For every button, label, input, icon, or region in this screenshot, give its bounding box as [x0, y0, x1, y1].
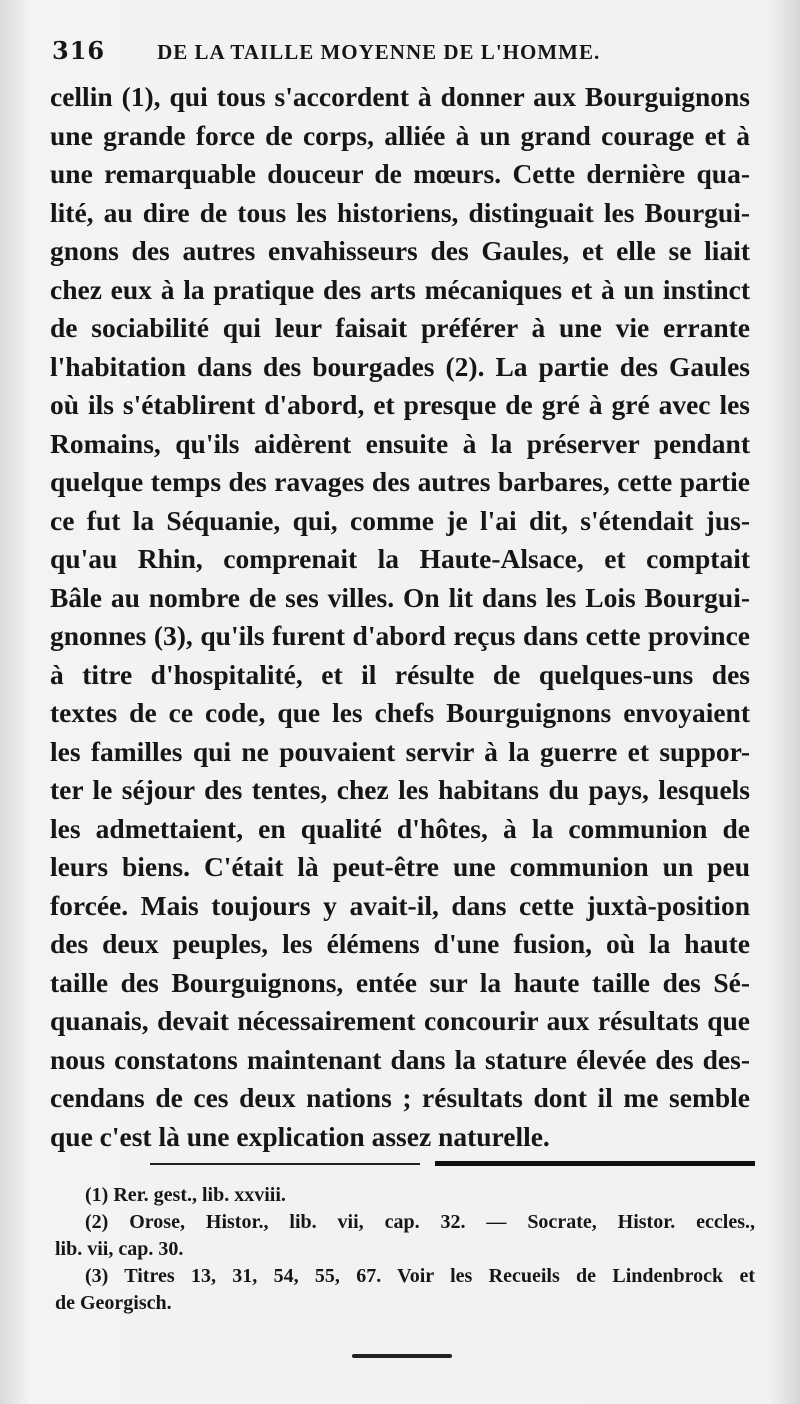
footnote-3: (3) Titres 13, 31, 54, 55, 67. Voir les Recueils de Lindenbrock et: [85, 1265, 755, 1287]
text-line: les familles qui ne pouvaient servir à la guerre et suppor-: [50, 735, 750, 767]
text-line: lité, au dire de tous les historiens, distinguait les Bourgui-: [50, 196, 750, 228]
text-line: une grande force de corps, alliée à un grand courage et à: [50, 119, 750, 151]
main-text: [50, 78, 750, 1156]
page-header: [52, 36, 740, 76]
text-line: taille des Bourguignons, entée sur la haute taille des Sé-: [50, 966, 750, 998]
footnote-separator: [150, 1157, 755, 1169]
separator-thick-rule: [435, 1161, 755, 1166]
footnotes: [55, 1182, 755, 1317]
text-line: qu'au Rhin, comprenait la Haute-Alsace, et comptait: [50, 543, 750, 574]
footnote-3-continued: de Georgisch.: [55, 1292, 172, 1314]
text-line: leurs biens. C'était là peut-être une communion un peu: [50, 851, 750, 882]
text-line: gnonnes (3), qu'ils furent d'abord reçus dans cette province: [50, 620, 750, 651]
text-line: forcée. Mais toujours y avait-il, dans cette juxtà-position: [50, 889, 750, 921]
text-line: quanais, devait nécessairement concourir aux résultats que: [50, 1005, 750, 1036]
text-line: les admettaient, en qualité d'hôtes, à la communion de: [50, 812, 750, 844]
text-line: textes de ce code, que les chefs Bourguignons envoyaient: [50, 697, 750, 728]
text-line-last: que c'est là une explication assez naturelle.: [50, 1120, 550, 1152]
text-line: de sociabilité qui leur faisait préférer à une vie errante: [50, 312, 750, 343]
footnote-1: (1) Rer. gest., lib. xxviii.: [85, 1184, 286, 1206]
text-line: ce fut la Séquanie, qui, comme je l'ai dit, s'étendait jus-: [50, 504, 750, 536]
text-line: chez eux à la pratique des arts mécaniques et à un instinct: [50, 273, 750, 305]
text-line: nous constatons maintenant dans la stature élevée des des-: [50, 1043, 750, 1075]
footnote-2: (2) Orose, Histor., lib. vii, cap. 32. — Socrate, Histor. eccles.,: [85, 1211, 755, 1233]
text-line: une remarquable douceur de mœurs. Cette dernière qua-: [50, 158, 750, 189]
text-line: gnons des autres envahisseurs des Gaules, et elle se liait: [50, 235, 750, 266]
footnote-2-continued: lib. vii, cap. 30.: [55, 1238, 184, 1260]
text-line: l'habitation dans des bourgades (2). La partie des Gaules: [50, 350, 750, 382]
separator-thin-rule: [150, 1163, 420, 1165]
text-line: où ils s'établirent d'abord, et presque de gré à gré avec les: [50, 389, 750, 420]
text-line: Bâle au nombre de ses villes. On lit dans les Lois Bourgui-: [50, 581, 750, 613]
text-line: cendans de ces deux nations ; résultats dont il me semble: [50, 1082, 750, 1113]
text-line: ter le séjour des tentes, chez les habitans du pays, lesquels: [50, 774, 750, 805]
text-line: Romains, qu'ils aidèrent ensuite à la préserver pendant: [50, 427, 750, 459]
text-line: des deux peuples, les élémens d'une fusion, où la haute: [50, 928, 750, 959]
text-line: cellin (1), qui tous s'accordent à donner aux Bourguignons: [50, 81, 750, 112]
running-title: DE LA TAILLE MOYENNE DE L'HOMME.: [157, 40, 601, 64]
text-line: à titre d'hospitalité, et il résulte de quelques-uns des: [50, 658, 750, 690]
text-line: quelque temps des ravages des autres barbares, cette partie: [50, 466, 750, 497]
bottom-ornament-rule: [352, 1354, 452, 1358]
page-number: 316: [52, 36, 106, 65]
